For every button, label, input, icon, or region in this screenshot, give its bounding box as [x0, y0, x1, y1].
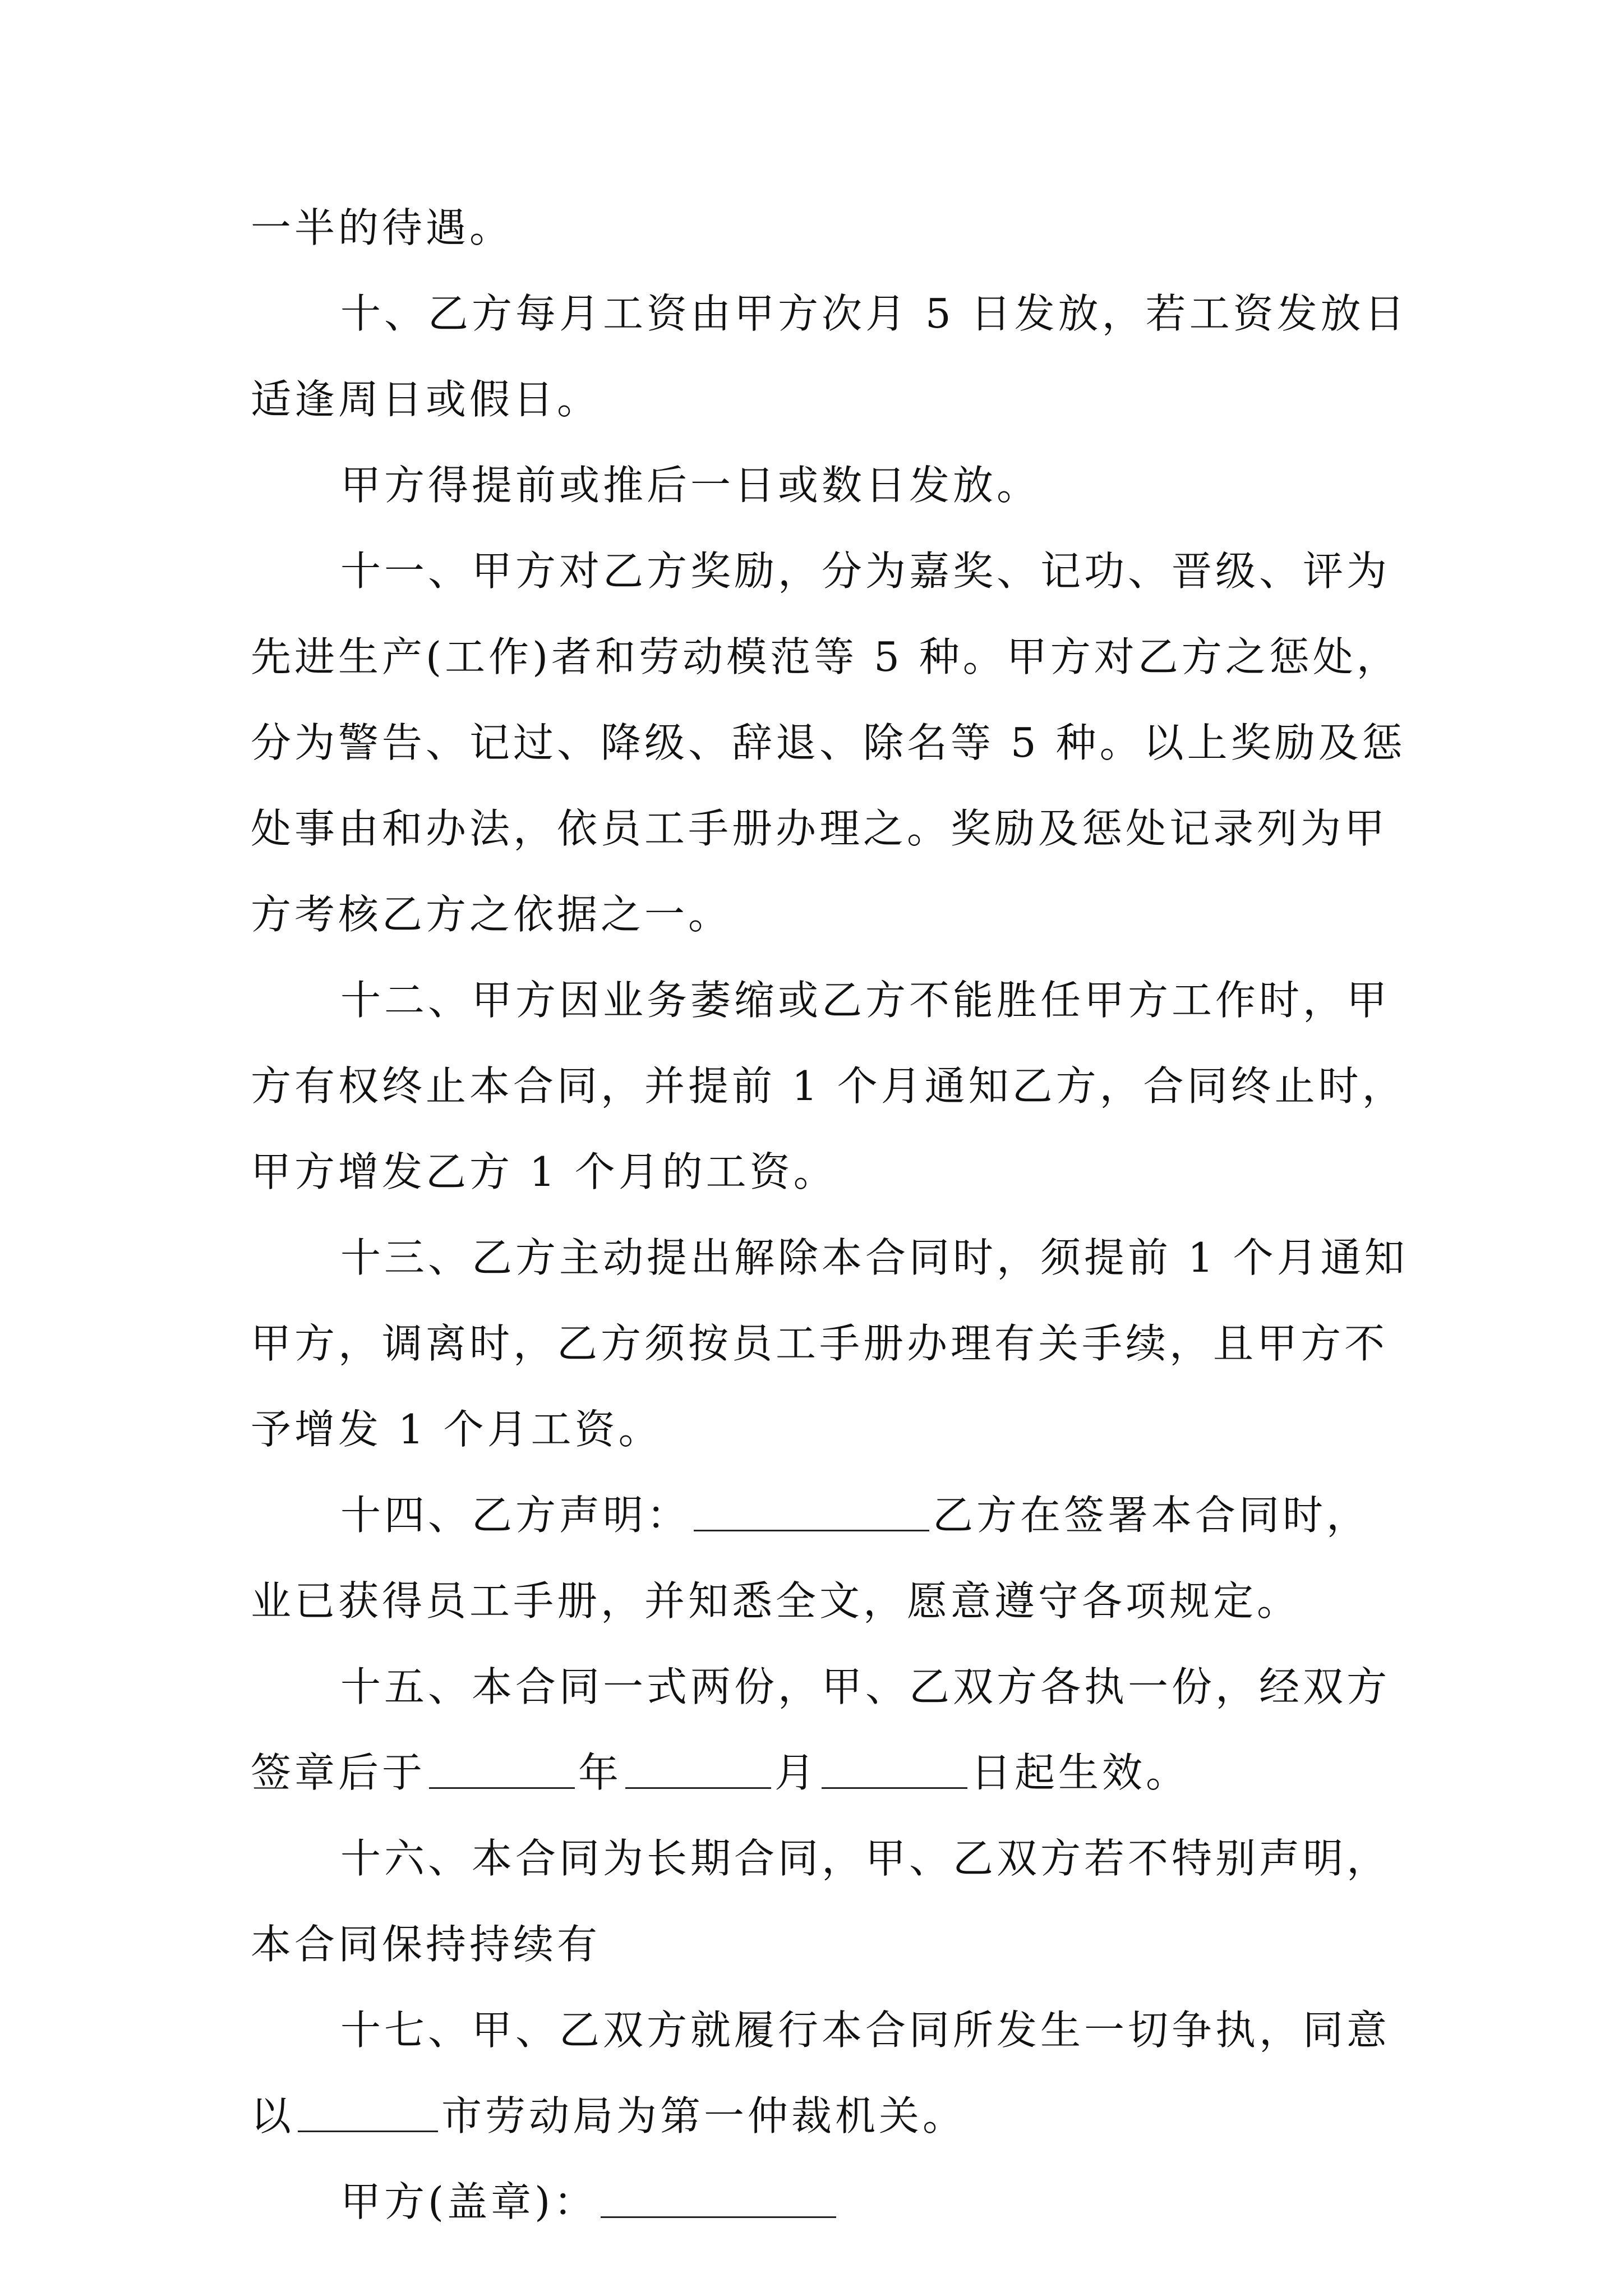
text-segment: 日起生效。 — [971, 1749, 1190, 1796]
text-line: 方有权终止本合同，并提前 1 个月通知乙方，合同终止时， — [251, 1062, 1406, 1110]
contract-text — [251, 185, 1408, 2245]
text-segment: 市劳动局为第一仲裁机关。 — [441, 2092, 967, 2139]
declaration-blank[interactable] — [694, 1496, 929, 1531]
text-segment: 月 — [774, 1749, 819, 1796]
text-segment: 十四、乙方声明： — [340, 1492, 691, 1539]
year-blank[interactable] — [429, 1754, 575, 1789]
text-line: 十六、本合同为长期合同，甲、乙双方若不特别声明， — [340, 1835, 1391, 1882]
text-line: 方考核乙方之依据之一。 — [251, 891, 732, 938]
text-line: 甲方，调离时，乙方须按员工手册办理有关手续，且甲方不 — [251, 1320, 1389, 1367]
effective-date-line — [251, 1730, 1378, 1816]
declaration-line — [251, 1473, 1378, 1558]
text-line: 本合同保持持续有 — [251, 1921, 601, 1968]
text-segment: 年 — [578, 1749, 623, 1796]
arbitration-line — [251, 2073, 1378, 2159]
text-line: 一半的待遇。 — [251, 204, 514, 251]
text-line: 先进生产(工作)者和劳动模范等 5 种。甲方对乙方之惩处， — [251, 633, 1400, 680]
party-a-seal-blank[interactable] — [601, 2183, 836, 2218]
text-line: 处事由和办法，依员工手册办理之。奖励及惩处记录列为甲 — [251, 805, 1389, 852]
text-line: 十三、乙方主动提出解除本合同时，须提前 1 个月通知 — [340, 1234, 1408, 1281]
text-segment: 甲方(盖章)： — [340, 2178, 598, 2225]
text-line: 适逢周日或假日。 — [251, 376, 601, 423]
text-segment: 以 — [251, 2092, 295, 2139]
text-line: 十、乙方每月工资由甲方次月 5 日发放，若工资发放日 — [340, 290, 1408, 337]
text-segment: 乙方在签署本合同时， — [933, 1492, 1371, 1539]
text-line: 十五、本合同一式两份，甲、乙双方各执一份，经双方 — [340, 1663, 1391, 1710]
text-line: 甲方得提前或推后一日或数日发放。 — [340, 462, 1041, 509]
month-blank[interactable] — [625, 1754, 771, 1789]
text-line: 予增发 1 个月工资。 — [251, 1406, 662, 1453]
text-line: 分为警告、记过、降级、辞退、除名等 5 种。以上奖励及惩 — [251, 719, 1406, 766]
text-line: 十一、甲方对乙方奖励，分为嘉奖、记功、晋级、评为 — [340, 547, 1391, 595]
day-blank[interactable] — [822, 1754, 967, 1789]
text-line: 甲方增发乙方 1 个月的工资。 — [251, 1148, 837, 1195]
party-a-seal-line — [251, 2159, 1378, 2245]
text-line: 十七、甲、乙双方就履行本合同所发生一切争执，同意 — [340, 2007, 1391, 2054]
text-segment: 签章后于 — [251, 1749, 426, 1796]
text-line: 业已获得员工手册，并知悉全文，愿意遵守各项规定。 — [251, 1577, 1301, 1625]
city-blank[interactable] — [298, 2097, 438, 2132]
text-line: 十二、甲方因业务萎缩或乙方不能胜任甲方工作时，甲 — [340, 977, 1391, 1024]
